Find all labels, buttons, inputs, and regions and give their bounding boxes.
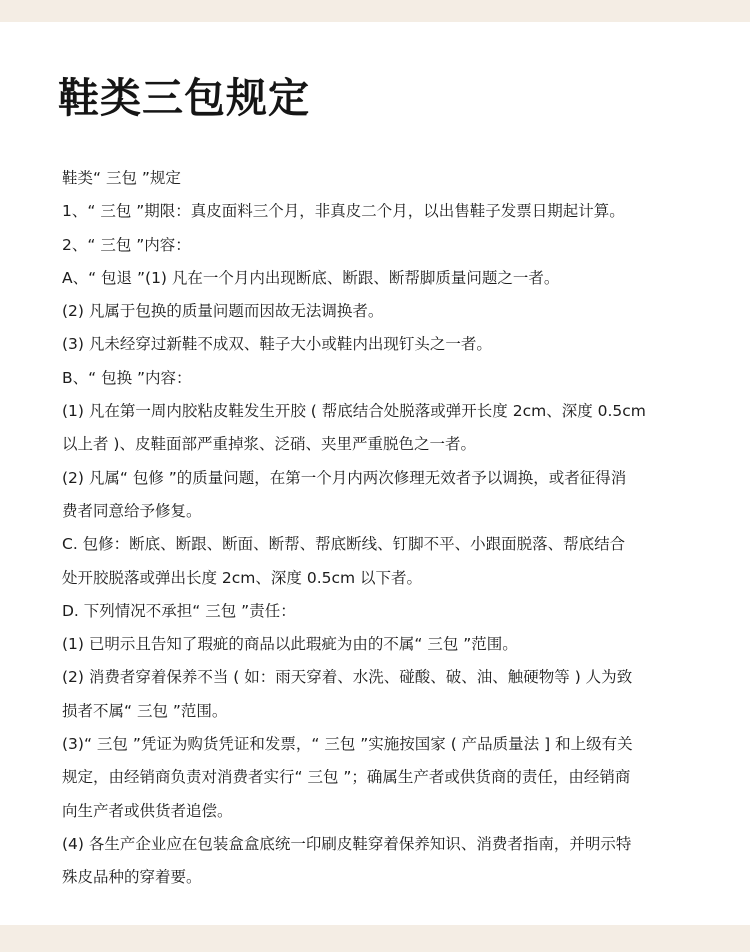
body-line: 规定，由经销商负责对消费者实行“ 三包 ”；确属生产者或供货商的责任，由经销商 bbox=[62, 768, 631, 787]
body-line: A、“ 包退 ”(1) 凡在一个月内出现断底、断跟、断帮脚质量问题之一者。 bbox=[62, 268, 560, 287]
body-line: 以上者 )、皮鞋面部严重掉浆、泛硝、夹里严重脱色之一者。 bbox=[62, 435, 476, 454]
body-line: B、“ 包换 ”内容： bbox=[62, 368, 192, 387]
body-line: (2) 凡属于包换的质量问题而因故无法调换者。 bbox=[62, 302, 384, 321]
body-line: D. 下列情况不承担“ 三包 ”责任： bbox=[62, 601, 296, 620]
body-line: 向生产者或供货者追偿。 bbox=[62, 801, 233, 820]
body-line: (3) 凡未经穿过新鞋不成双、鞋子大小或鞋内出现钉头之一者。 bbox=[62, 335, 492, 354]
body-line: (3)“ 三包 ”凭证为购货凭证和发票，“ 三包 ”实施按国家 ( 产品质量法 ] 和上级有关 bbox=[62, 735, 633, 754]
body-line: 费者同意给予修复。 bbox=[62, 501, 202, 520]
body-line: 损者不属“ 三包 ”范围。 bbox=[62, 701, 228, 720]
body-line: (2) 消费者穿着保养不当 ( 如：雨天穿着、水洗、碰酸、破、油、触硬物等 ) 人为致 bbox=[62, 668, 633, 687]
body-line: 殊皮品种的穿着要。 bbox=[62, 868, 202, 887]
page-title: 鞋类三包规定 bbox=[58, 74, 310, 122]
body-line: C. 包修：断底、断跟、断面、断帮、帮底断线、钉脚不平、小跟面脱落、帮底结合 bbox=[62, 535, 626, 554]
body-line: 处开胶脱落或弹出长度 2cm、深度 0.5cm 以下者。 bbox=[62, 568, 423, 587]
body-line: (4) 各生产企业应在包装盒盒底统一印刷皮鞋穿着保养知识、消费者指南，并明示特 bbox=[62, 834, 632, 853]
body-line: 鞋类“ 三包 ”规定 bbox=[62, 169, 181, 187]
document-body bbox=[62, 162, 692, 895]
body-line: 2、“ 三包 ”内容： bbox=[62, 235, 191, 254]
body-line: (1) 凡在第一周内胶粘皮鞋发生开胶 ( 帮底结合处脱落或弹开长度 2cm、深度 0.5cm bbox=[62, 402, 646, 421]
body-line: (1) 已明示且告知了瑕疵的商品以此瑕疵为由的不属“ 三包 ”范围。 bbox=[62, 635, 518, 654]
document-card bbox=[0, 22, 750, 925]
body-line: (2) 凡属“ 包修 ”的质量问题，在第一个月内两次修理无效者予以调换，或者征得消 bbox=[62, 468, 627, 487]
body-line: 1、“ 三包 ”期限：真皮面料三个月，非真皮二个月，以出售鞋子发票日期起计算。 bbox=[62, 202, 625, 221]
